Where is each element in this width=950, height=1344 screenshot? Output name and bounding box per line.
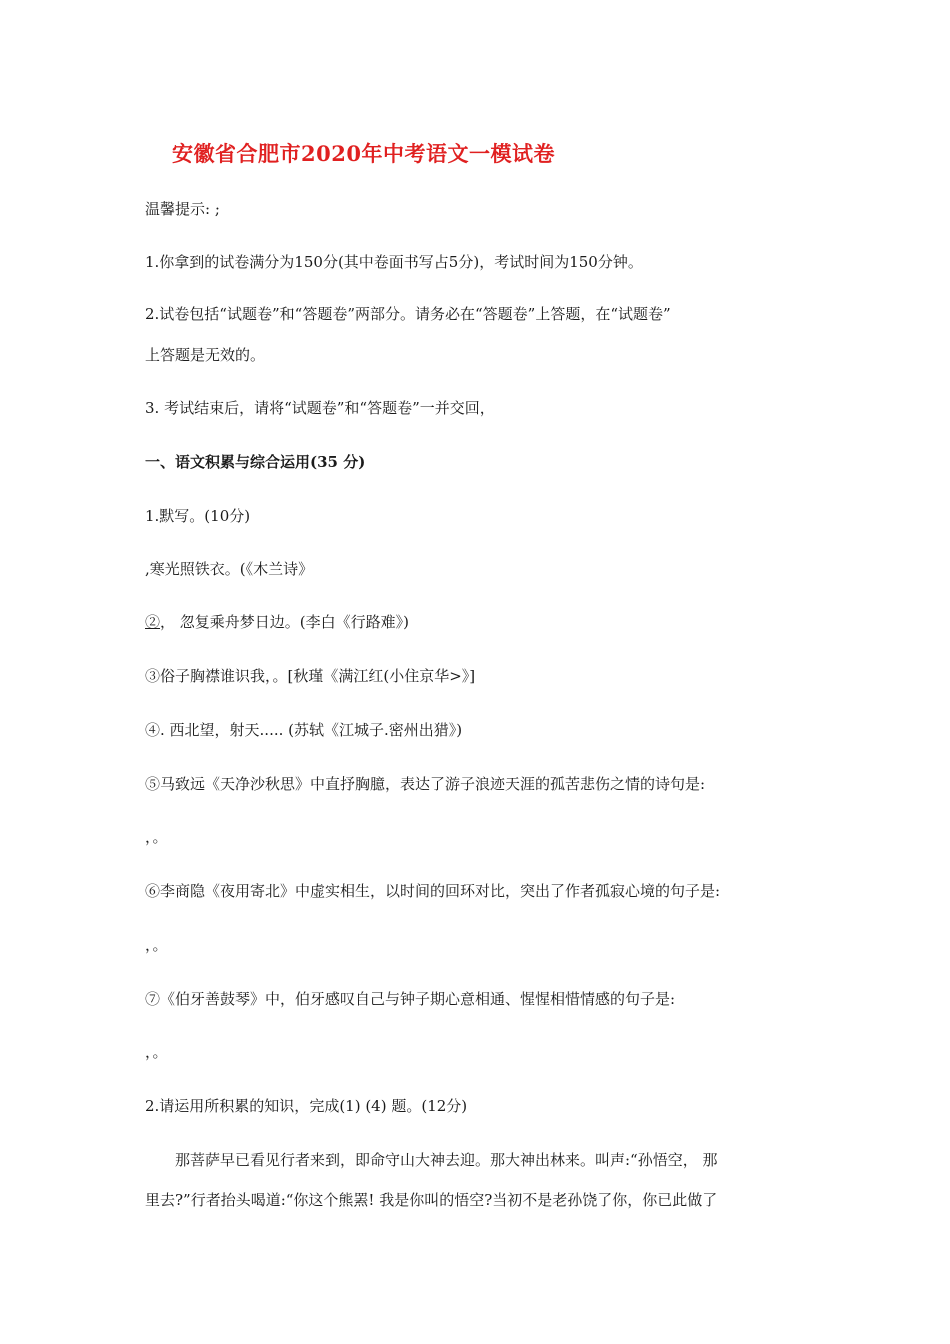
question-1-line-5: ⑤马致远《天净沙秋思》中直抒胸臆，表达了游子浪迹天涯的孤苦悲伤之情的诗句是: [145,775,706,793]
question-1-line-2 [145,612,409,632]
question-2-stem: 2.请运用所积累的知识，完成(1) (4) 题。(12分) [145,1097,468,1115]
tips-item-3: 3. 考试结束后，请将“试题卷”和“答题卷”一并交回， [145,399,495,417]
tips-heading: 温馨提示: ; [145,200,220,218]
tips-item-1: 1.你拿到的试卷满分为150分(其中卷面书写占5分)，考试时间为150分钟。 [145,253,643,271]
question-1-line-4: ④. 西北望，射天..... (苏轼《江城子.密州出猎》) [145,721,463,739]
question-1-stem: 1.默写。(10分) [145,507,251,525]
question-1-line-5-blank: ，。 [145,828,168,846]
question-1-line-2-text: ， 忽复乘舟梦日边。(李白《行路难》) [160,613,409,631]
passage-line-1: 那菩萨早已看见行者来到，即命守山大神去迎。那大神出林来。叫声:“孙悟空， 那 [175,1151,718,1169]
question-1-line-7: ⑦《伯牙善鼓琴》中，伯牙感叹自己与钟子期心意相通、惺惺相惜情感的句子是: [145,990,676,1008]
question-1-line-3: ③俗子胸襟谁识我，。[秋瑾《满江红(小住京华>》] [145,667,476,685]
page-title: 安徽省合肥市2020年中考语文一模试卷 [172,141,555,166]
question-1-line-6-blank: ，。 [145,936,168,954]
circled-number-2: ② [145,613,161,631]
question-1-line-7-blank: ，。 [145,1043,168,1061]
question-1-line-1: ,寒光照铁衣。(《木兰诗》 [145,560,314,578]
tips-item-2a: 2.试卷包括“试题卷”和“答题卷”两部分。请务必在“答题卷”上答题，在“试题卷” [145,305,671,323]
section-heading: 一、语文积累与综合运用(35 分) [145,453,366,471]
passage-line-2: 里去?”行者抬头喝道:“你这个熊罴! 我是你叫的悟空?当初不是老孙饶了你，你已此做了 [145,1191,718,1209]
question-1-line-6: ⑥李商隐《夜用寄北》中虚实相生，以时间的回环对比，突出了作者孤寂心境的句子是: [145,882,721,900]
tips-item-2b: 上答题是无效的。 [145,346,266,364]
